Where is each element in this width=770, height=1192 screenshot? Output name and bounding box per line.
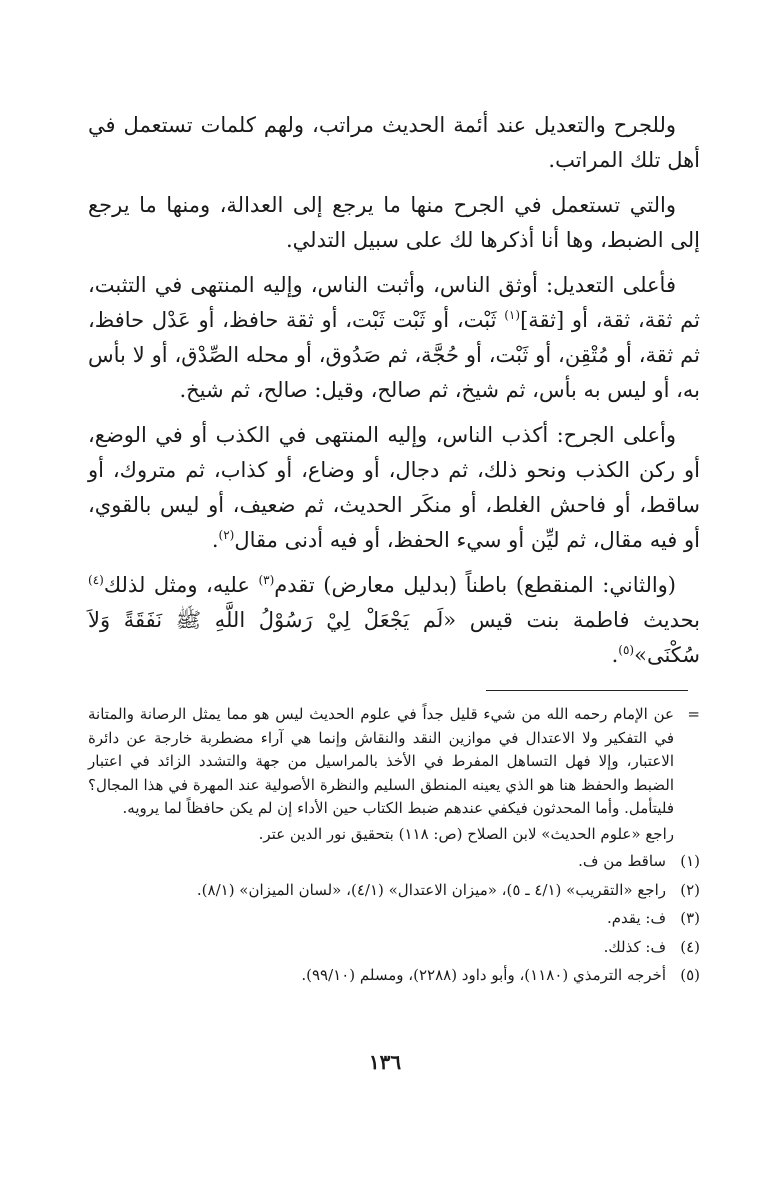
footnote-text: ف: كذلك.: [603, 937, 666, 956]
footnote-number: (١): [680, 852, 700, 870]
paragraph-jarh-categories: [88, 188, 700, 258]
footnote-number: (٣): [680, 909, 700, 927]
footnote-text: راجع «التقريب» (٤/١ ـ ٥)، «ميزان الاعتدال» (٤/١)، «لسان الميزان» (٨/١).: [196, 880, 666, 899]
footnote-text: أخرجه الترمذي (١١٨٠)، وأبو داود (٢٢٨٨)، ومسلم (٩٩/١٠).: [301, 966, 666, 984]
footnote-item: [88, 879, 700, 903]
paragraph-highest-tadil: [88, 268, 700, 408]
footnote-number: (٢): [680, 880, 700, 899]
footnote-item: [88, 936, 700, 960]
paragraph-munqati: [88, 568, 700, 673]
footnote-number: (٥): [680, 966, 700, 984]
footnote-ref-2[interactable]: (٢): [218, 528, 235, 542]
paragraph-jarh-categories-text: والتي تستعمل في الجرح منها ما يرجع إلى العدالة، ومنها ما يرجع إلى الضبط، وها أنا أذكرها لك على سبيل التدلي.: [88, 193, 700, 252]
continuation-text: عن الإمام رحمه الله من شيء قليل جداً في علوم الحديث ليس هو مما يمثل الرصانة والمتانة في التفكير ولا الاعتدال في موازين النقد والنقاش وإنما هي آراء مضطربة خارجة عن دائرة الاعتبار، وإلا فهل التساهل المفرط في الأخذ بالمراسيل من جهة والتشدد الزائد في اعتبار الضبط والحفظ هنا هو الذي يعينه المنطق السليم والنظرة الأصولية عند المهرة في هذا المجال؟ فليتأمل. وأما المحدثون فيكفي عندهم ضبط الكتاب حين الأداء إن لم يكن حافظاً لما يرويه.: [88, 705, 674, 817]
footnotes: [88, 703, 700, 993]
footnote-text: ف: يقدم.: [606, 909, 666, 927]
footnote-text: ساقط من ف.: [578, 852, 666, 870]
paragraph-munqati-text-2: عليه، ومثل لذلك: [103, 573, 259, 597]
paragraph-highest-jarh-text-1: وأعلى الجرح: أكذب الناس، وإليه المنتهى في الكذب أو في الوضع، أو ركن الكذب ونحو ذلك، ثم دجال، أو وضاع، أو كذاب، ثم متروك، أو ساقط، أو فاحش الغلط، أو منكَر الحديث، ثم ضعيف، أو ليس بالقوي، أو فيه مقال، ثم ليِّن أو سيء الحفظ، أو فيه أدنى مقال: [88, 423, 700, 552]
page-number: ١٣٦: [368, 1050, 402, 1074]
paragraph-munqati-text-3: بحديث فاطمة بنت قيس «لَم يَجْعَلْ لِيْ رَسُوْلُ اللَّهِ ﷺ نَفَقَةً وَلاَ سُكْنَى»: [88, 608, 700, 667]
main-text: [88, 108, 700, 673]
footnote-item: [88, 907, 700, 931]
paragraph-munqati-text-4: .: [611, 643, 619, 667]
footnote-ref-5[interactable]: (٥): [618, 643, 635, 657]
paragraph-highest-tadil-text-1: فأعلى التعديل: أوثق الناس، وأثبت الناس، وإليه المنتهى في التثبت، ثم ثقة، ثقة، أو [ثقة]: [88, 273, 700, 332]
footnote-reference-line: راجع «علوم الحديث» لابن الصلاح (ص: ١١٨) بتحقيق نور الدين عتر.: [258, 824, 674, 843]
footnote-ref-4[interactable]: (٤): [88, 573, 104, 587]
paragraph-munqati-text-1: (والثاني: المنقطع) باطناً (بدليل معارض) تقدم: [274, 573, 677, 597]
footnote-continuation: [88, 703, 700, 821]
paragraph-highest-jarh: [88, 418, 700, 558]
paragraph-ranks-text: وللجرح والتعديل عند أئمة الحديث مراتب، ولهم كلمات تستعمل في أهل تلك المراتب.: [88, 113, 700, 172]
footnote-ref-1[interactable]: (١): [504, 308, 521, 322]
footnote-number: (٤): [680, 937, 700, 956]
footnote-separator: [486, 690, 688, 691]
footnote-ref-3[interactable]: (٣): [258, 573, 275, 587]
paragraph-ranks: [88, 108, 700, 178]
continuation-marker: =: [687, 705, 700, 723]
footnote-item: [88, 850, 700, 874]
footnote-item: [88, 964, 700, 988]
paragraph-highest-tadil-text-2: ثَبْت، أو ثَبْت ثَبْت، أو ثقة حافظ، أو عَدْل حافظ، ثم ثقة، أو مُتْقِن، أو ثَبْت، أو حُجَّة، ثم صَدُوق، أو محله الصِّدْق، أو لا بأس به، أو ليس به بأس، ثم شيخ، ثم صالح، وقيل: صالح، ثم شيخ.: [88, 308, 700, 402]
page-body: [88, 108, 700, 683]
paragraph-highest-jarh-text-2: .: [211, 528, 219, 552]
